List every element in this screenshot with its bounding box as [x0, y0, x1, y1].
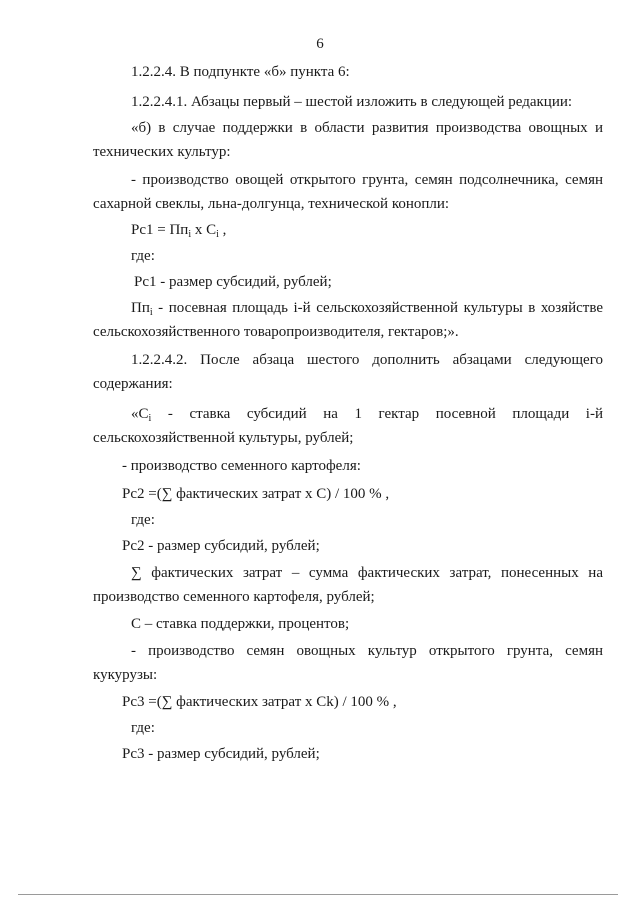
- vegetables-line-1: - производство овощей открытого грунта, семян подсолнечника, семян: [131, 172, 603, 188]
- clause-1-2-2-4-2-line-2: содержания:: [93, 376, 173, 392]
- vegetable-seeds-line-2: кукурузы:: [93, 667, 158, 683]
- sum-costs-line-1: ∑ фактических затрат – сумма фактических затрат, понесенных на: [131, 565, 603, 581]
- where-label-3: где:: [131, 720, 155, 736]
- seed-potato-heading: - производство семенного картофеля:: [122, 458, 361, 474]
- ppi-text: - посевная площадь i-й сельскохозяйственной культуры в хозяйстве: [152, 300, 603, 316]
- ci-symbol: «С: [131, 406, 149, 422]
- ppi-definition-line-1: [131, 298, 603, 323]
- c-definition: С – ставка поддержки, процентов;: [131, 616, 350, 632]
- rs1-definition: Рс1 - размер субсидий, рублей;: [134, 274, 332, 290]
- ppi-symbol: Пп: [131, 300, 150, 316]
- clause-1-2-2-4-2-line-1: 1.2.2.4.2. После абзаца шестого дополнить абзацами следующего: [131, 352, 603, 368]
- ci-sub: i: [148, 413, 152, 424]
- paragraph-b-line-1: «б) в случае поддержки в области развития производства овощных и: [131, 120, 603, 136]
- ci-definition-line-2: сельскохозяйственной культуры, рублей;: [93, 430, 354, 446]
- formula-rs3: Рс3 =(∑ фактических затрат x Сk) / 100 % ,: [122, 694, 397, 710]
- page-bottom-divider: [18, 894, 618, 895]
- formula-rs1-mid: x С: [191, 222, 217, 238]
- vegetable-seeds-line-1: - производство семян овощных культур открытого грунта, семян: [131, 643, 603, 659]
- rs2-definition: Рс2 - размер субсидий, рублей;: [122, 538, 320, 554]
- ci-text: - ставка субсидий на 1 гектар посевной площади i-й: [151, 406, 603, 422]
- ppi-sub: i: [149, 307, 153, 318]
- sum-costs-line-2: производство семенного картофеля, рублей;: [93, 589, 375, 605]
- formula-rs1: [131, 220, 226, 245]
- paragraph-b-line-2: технических культур:: [93, 144, 231, 160]
- where-label-2: где:: [131, 512, 155, 528]
- formula-rs1-lhs: Рс1 = Пп: [131, 222, 189, 238]
- formula-rs1-end: ,: [218, 222, 227, 238]
- formula-rs2: Рс2 =(∑ фактических затрат x С) / 100 % ,: [122, 486, 390, 502]
- clause-1-2-2-4: 1.2.2.4. В подпункте «б» пункта 6:: [131, 64, 350, 80]
- rs3-definition: Рс3 - размер субсидий, рублей;: [122, 746, 320, 762]
- clause-1-2-2-4-1: 1.2.2.4.1. Абзацы первый – шестой изложить в следующей редакции:: [131, 94, 573, 110]
- ci-definition-line-1: [131, 404, 603, 429]
- page-number: 6: [316, 36, 324, 52]
- formula-rs1-sub-1: i: [188, 229, 192, 240]
- where-label-1: где:: [131, 248, 155, 264]
- vegetables-line-2: сахарной свеклы, льна-долгунца, технической конопли:: [93, 196, 450, 212]
- ppi-definition-line-2: сельскохозяйственного товаропроизводителя, гектаров;».: [93, 324, 459, 340]
- formula-rs1-sub-2: i: [216, 229, 219, 240]
